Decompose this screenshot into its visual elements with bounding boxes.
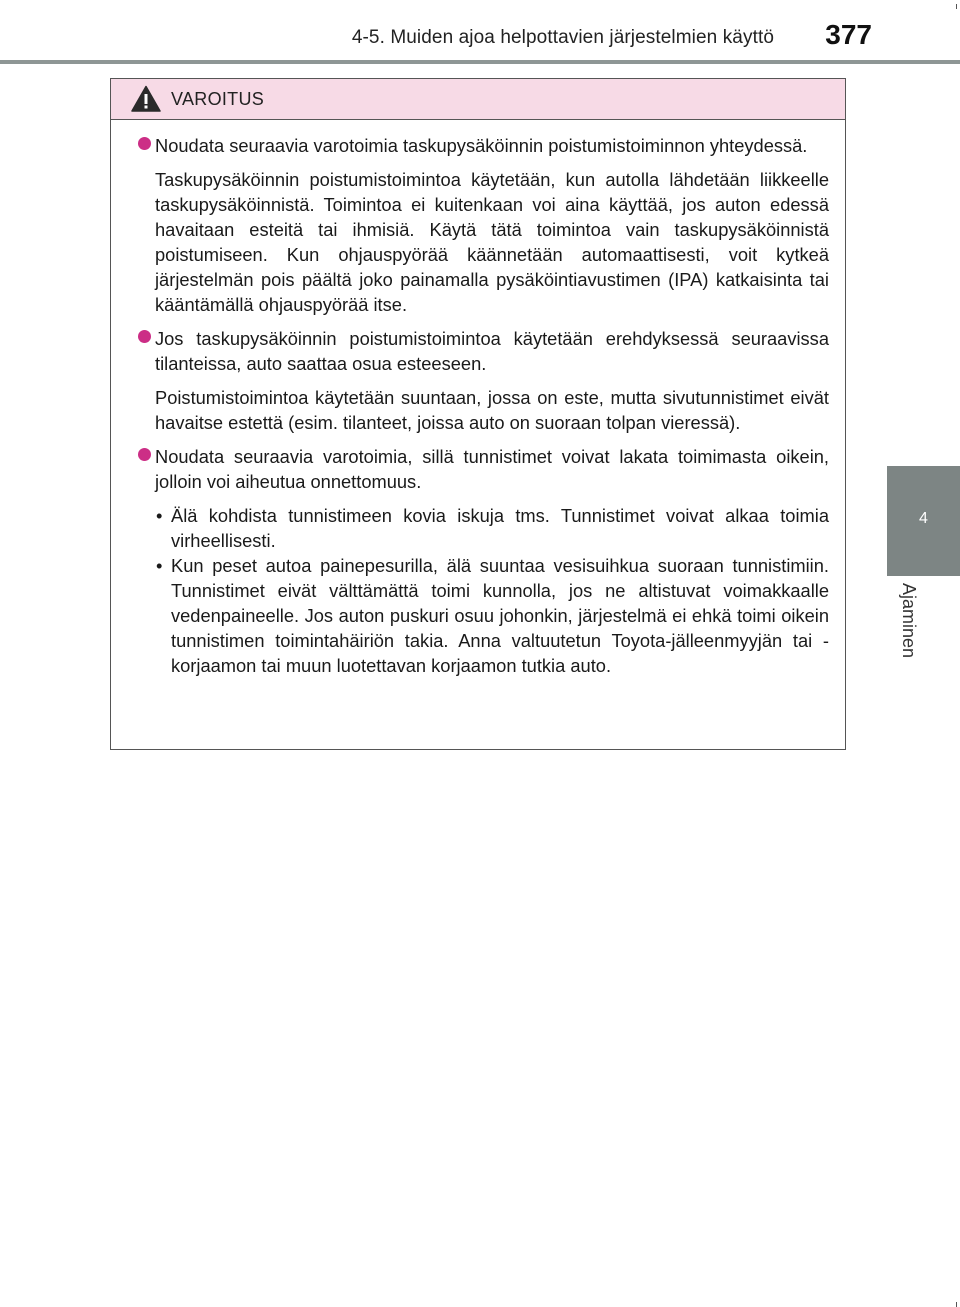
warning-paragraph: Poistumistoimintoa käytetään suuntaan, jossa on este, mutta sivutunnistimet eivät havaitse estettä (esim. tilanteet, joissa auto on suoraan tolpan vieressä). xyxy=(155,387,829,433)
chapter-tab-number: 4 xyxy=(919,510,928,527)
chapter-tab-label: Ajaminen xyxy=(899,583,919,659)
list-item xyxy=(155,553,829,678)
bullet-text: Jos taskupysäköinnin poistumistoimintoa käytetään erehdyksessä seuraavissa tilanteissa, auto saattaa osua esteeseen. xyxy=(155,328,829,374)
header-rule xyxy=(0,60,960,64)
warning-body xyxy=(111,120,845,678)
margin-tick xyxy=(956,1302,957,1307)
bullet-mark-icon: • xyxy=(156,505,163,526)
page-number: 377 xyxy=(825,19,872,50)
list-item-text: Kun peset autoa painepesurilla, älä suuntaa vesisuihkua suoraan tunnistimiin. Tunnistimet eivät välttämättä toimi kunnolla, jos ne altistuvat voimakkaalle vedenpaineelle. Jos auton puskuri osuu johonkin, järjestelmä ei ehkä toimi oikein tunnistimen toimintahäiriön takia. Anna valtuutetun Toyota-jälleenmyyjän tai -korjaamon tai muun luotettavan korjaamon tutkia auto. xyxy=(171,555,829,676)
chapter-title: 4-5. Muiden ajoa helpottavien järjestelmien käyttö xyxy=(351,27,774,48)
bullet-dot-icon xyxy=(138,137,151,150)
list-item-text: Älä kohdista tunnistimeen kovia iskuja tms. Tunnistimet voivat alkaa toimia virheellisesti. xyxy=(171,505,829,551)
warning-sub-list xyxy=(137,503,829,678)
bullet-mark-icon: • xyxy=(156,555,163,576)
margin-tick xyxy=(956,4,957,9)
chapter-tab[interactable] xyxy=(887,466,960,576)
warning-paragraph: Taskupysäköinnin poistumistoimintoa käytetään, kun autolla lähdetään liikkeelle taskupysäköinnistä. Toimintoa ei kuitenkaan voi aina käyttää, jos auton edessä havaitaan esteitä tai ihmisiä. Käytä tätä toimintoa vain taskupysäköinnistä poistumiseen. Kun ohjauspyörää käännetään automaattisesti, voit kytkeä järjestelmän pois päältä joko painamalla pysäköintiavustimen (IPA) katkaisinta tai kääntämällä ohjauspyörää itse. xyxy=(155,169,829,315)
bullet-dot-icon xyxy=(138,448,151,461)
list-item xyxy=(155,503,829,553)
warning-title: VAROITUS xyxy=(171,89,265,109)
warning-triangle-icon xyxy=(131,85,161,112)
warning-header xyxy=(111,79,845,120)
warning-box xyxy=(110,78,846,750)
warning-bullet xyxy=(137,444,829,494)
warning-bullet xyxy=(137,326,829,376)
warning-bullet xyxy=(137,133,829,158)
bullet-dot-icon xyxy=(138,330,151,343)
bullet-text: Noudata seuraavia varotoimia taskupysäköinnin poistumistoiminnon yhteydessä. xyxy=(155,135,808,156)
bullet-text: Noudata seuraavia varotoimia, sillä tunnistimet voivat lakata toimimasta oikein, jolloin voi aiheutua onnettomuus. xyxy=(155,446,829,492)
